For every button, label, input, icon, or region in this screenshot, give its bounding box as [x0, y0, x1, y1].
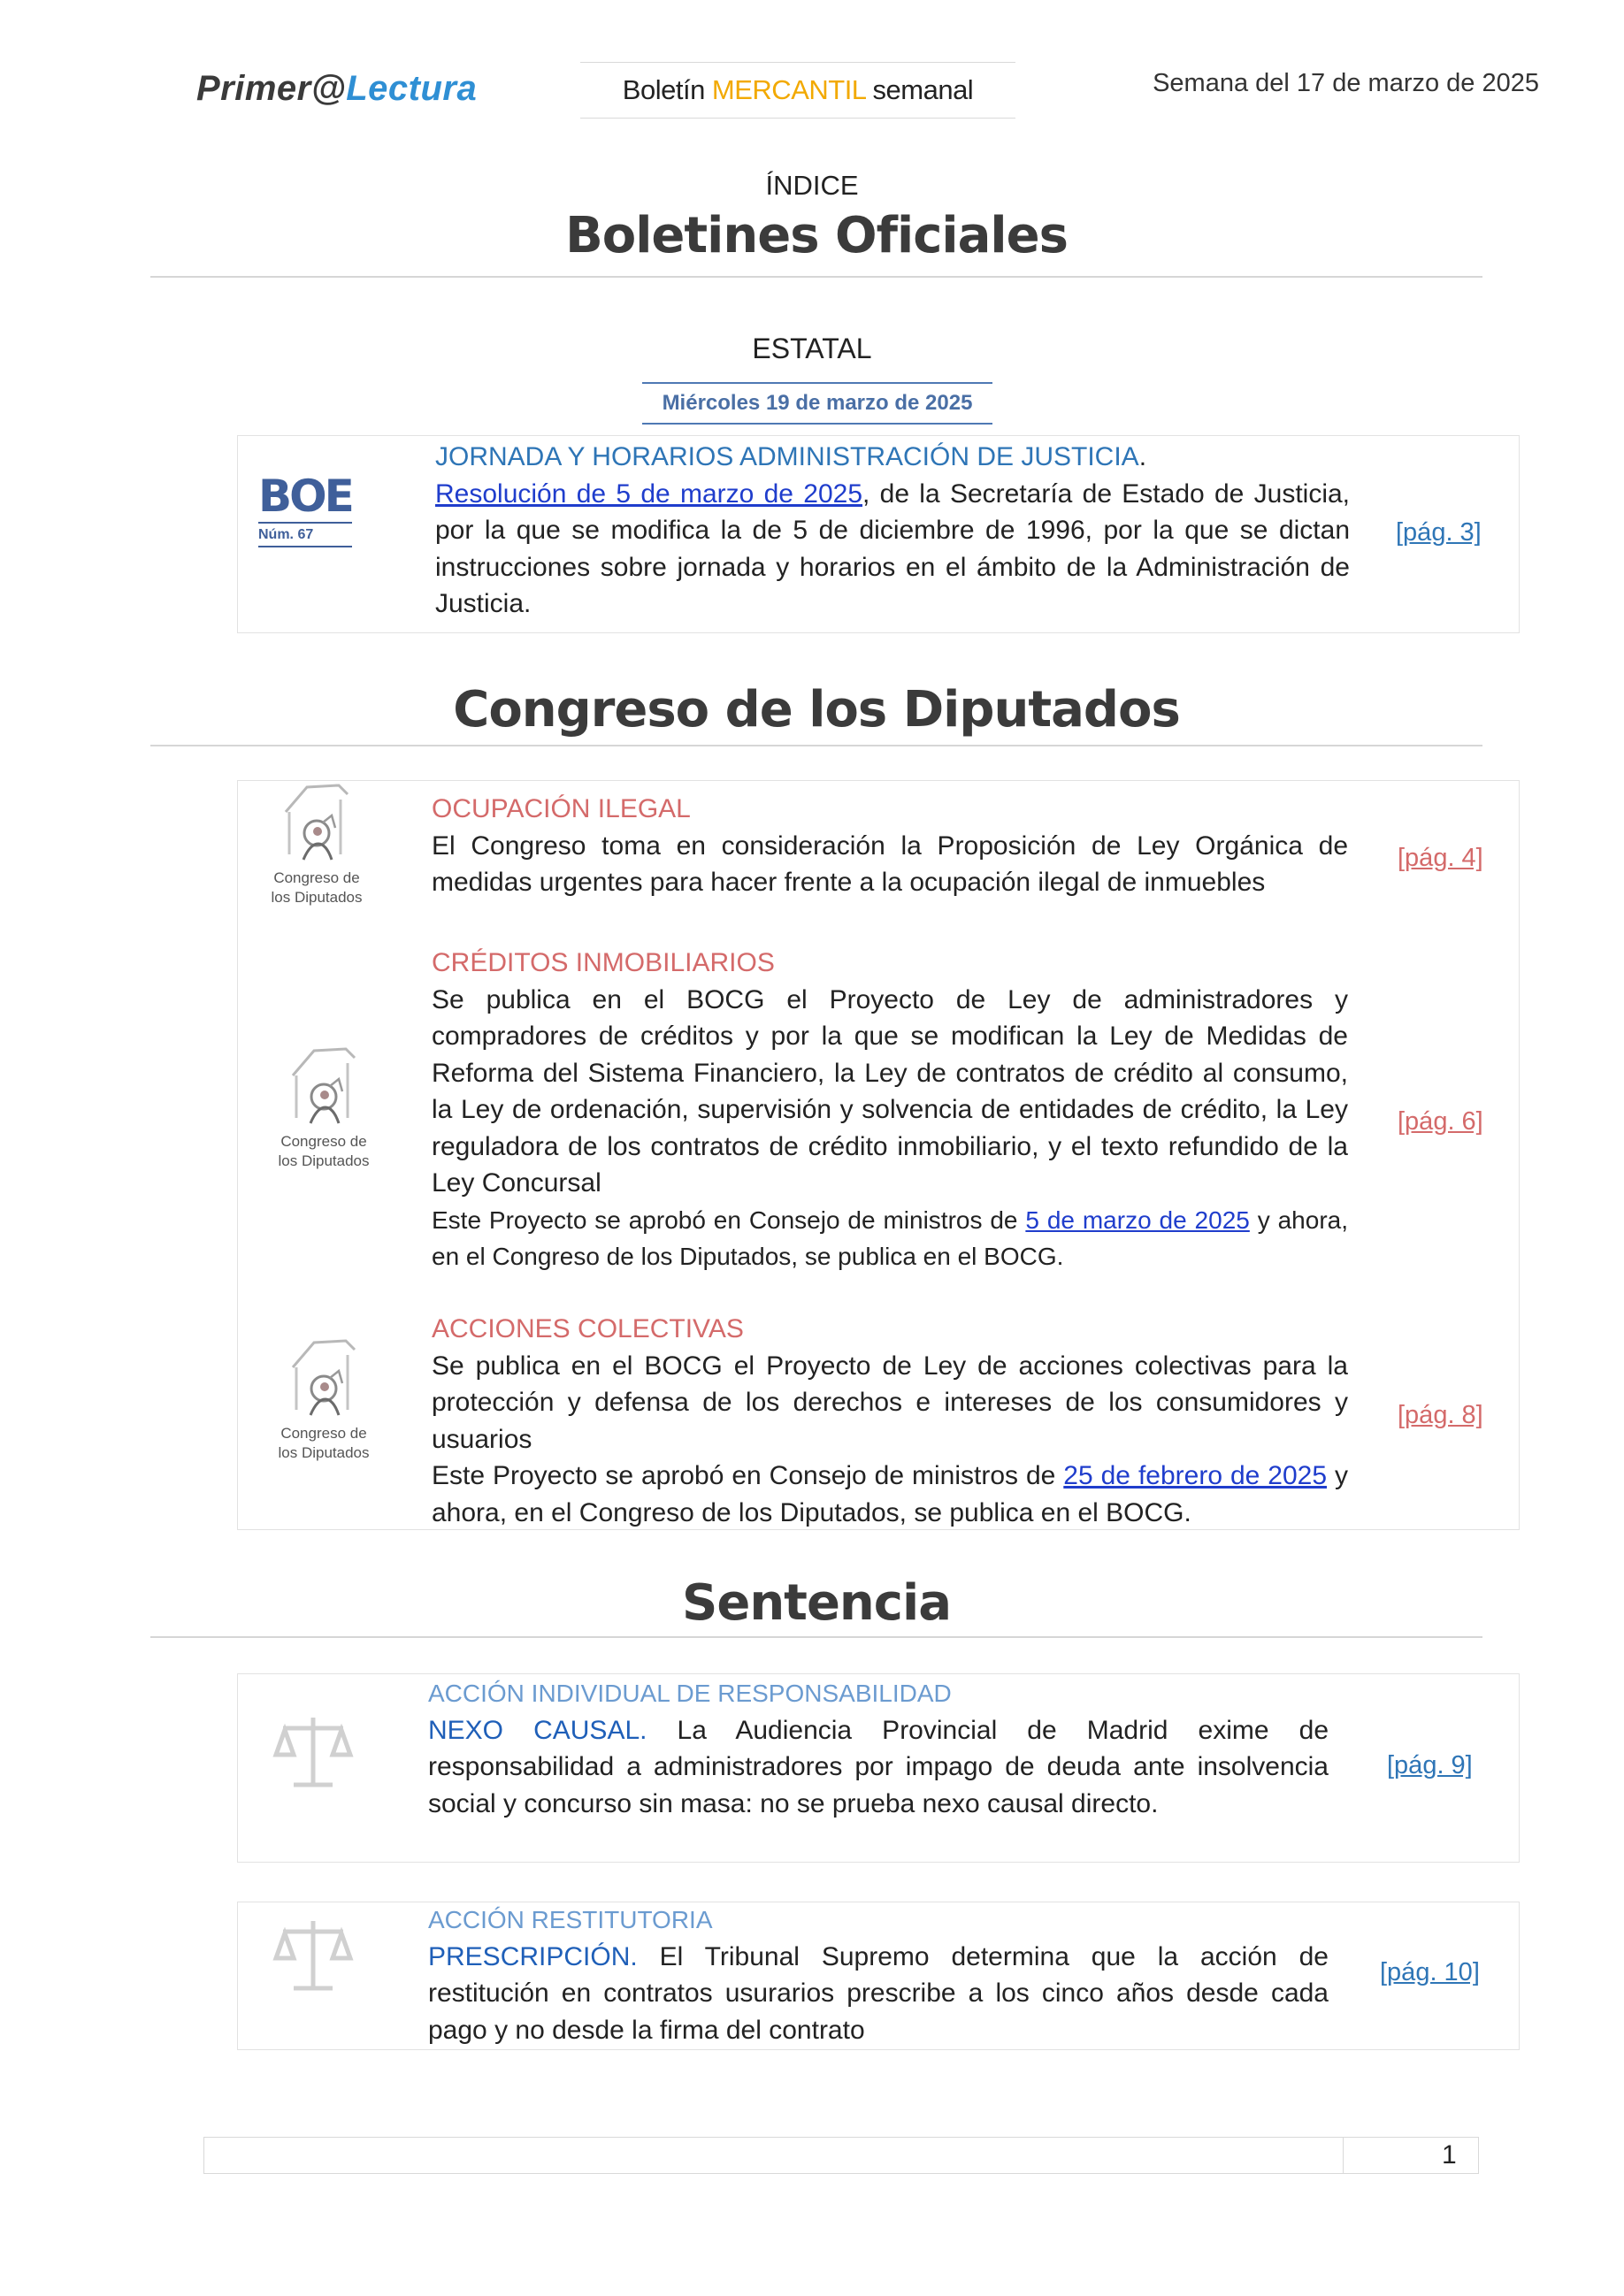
- brand-logo: [196, 69, 477, 109]
- entry-text: Se publica en el BOCG el Proyecto de Ley de acciones colectivas para la protección y defensa de los derechos e intereses de los consumidores y usuarios: [432, 1351, 1348, 1454]
- entry-text: El Tribunal Supremo determina que la acción de restitución en contratos usurarios prescribe a los cinco años desde cada pago y no desde la firma del contrato: [428, 1941, 1329, 2045]
- congreso-logo-caption-1: Congreso de: [273, 869, 360, 886]
- congreso-emblem-icon: [284, 1332, 364, 1424]
- scales-of-justice-icon: [272, 1916, 354, 1995]
- footer-box: [203, 2137, 1479, 2174]
- page-ref-link[interactable]: [pág. 3]: [1396, 518, 1482, 547]
- page-ref-link[interactable]: [pág. 10]: [1380, 1958, 1480, 1986]
- entry-text: El Congreso toma en consideración la Proposición de Ley Orgánica de medidas urgentes para hacer frente a la ocupación ilegal de inmuebles: [432, 830, 1348, 897]
- congreso-logo: [271, 1040, 377, 1171]
- congreso-logo-caption-2: los Diputados: [271, 889, 363, 906]
- boe-resolution-link[interactable]: Resolución de 5 de marzo de 2025: [435, 478, 863, 509]
- entry-title: OCUPACIÓN ILEGAL: [432, 794, 691, 823]
- bulletin-accent: MERCANTIL: [711, 74, 866, 105]
- entry-title: CRÉDITOS INMOBILIARIOS: [432, 948, 775, 977]
- entry-keyword: PRESCRIPCIÓN.: [428, 1941, 638, 1971]
- index-label: ÍNDICE: [765, 170, 859, 201]
- entry-note-pre: Este Proyecto se aprobó en Consejo de ministros de: [432, 1205, 1026, 1234]
- entry-category: ACCIÓN INDIVIDUAL DE RESPONSABILIDAD: [428, 1680, 952, 1707]
- boe-title-suffix: .: [1138, 442, 1147, 471]
- congreso-logo-caption-2: los Diputados: [278, 1152, 370, 1169]
- week-label: Semana del 17 de marzo de 2025: [1153, 69, 1539, 97]
- section-title-sentencia: Sentencia: [682, 1574, 951, 1632]
- council-date-link[interactable]: 25 de febrero de 2025: [1063, 1461, 1328, 1490]
- congreso-entry-ocupacion: [432, 791, 1348, 901]
- entry-text: La Audiencia Provincial de Madrid exime de responsabilidad a administradores por impago de deuda ante insolvencia social y concurso sin masa: no se prueba nexo causal directo.: [428, 1715, 1329, 1818]
- bulletin-pre: Boletín: [622, 74, 712, 105]
- section-divider: [150, 276, 1482, 278]
- entry-note-post: y ahora, en el Congreso de los Diputados, se publica en el BOCG.: [432, 1205, 1348, 1270]
- congreso-emblem-icon: [277, 777, 356, 869]
- footer-separator: [1343, 2137, 1344, 2174]
- entry-note: [432, 1206, 1348, 1271]
- page-ref-link[interactable]: [pág. 4]: [1398, 844, 1483, 872]
- section-divider: [150, 1636, 1482, 1638]
- boe-logo-letters: BOE: [258, 471, 352, 522]
- boe-logo-line: [258, 546, 352, 547]
- page-ref-link[interactable]: [pág. 9]: [1387, 1751, 1473, 1779]
- page-ref-link[interactable]: [pág. 6]: [1398, 1107, 1483, 1136]
- entry-note: [432, 1461, 1348, 1527]
- congreso-logo-caption-2: los Diputados: [278, 1444, 370, 1461]
- boe-logo-number: Núm. 67: [258, 527, 314, 542]
- entry-text: Se publica en el BOCG el Proyecto de Ley de administradores y compradores de créditos y por la que se modifican la Ley de Medidas de Reforma del Sistema Financiero, la Ley de contratos de crédito al consumo, la Ley de ordenación, supervisión y solvencia de entidades de crédito, la Ley reguladora de los contratos de crédito inmobiliario, y el texto refundido de la Ley Concursal: [432, 984, 1348, 1198]
- entry-note-post: y ahora, en el Congreso de los Diputados, se publica en el BOCG.: [432, 1461, 1348, 1527]
- congreso-logo: [271, 1332, 377, 1463]
- council-date-link[interactable]: 5 de marzo de 2025: [1025, 1205, 1250, 1234]
- congreso-logo: [264, 777, 370, 907]
- section-title-congreso: Congreso de los Diputados: [453, 681, 1180, 739]
- date-label: Miércoles 19 de marzo de 2025: [642, 382, 992, 425]
- congreso-emblem-icon: [284, 1040, 364, 1132]
- boe-entry: [435, 439, 1350, 623]
- boe-logo-line: [258, 522, 352, 524]
- sentencia-entry-restitutoria: [428, 1902, 1329, 2048]
- page-ref-link[interactable]: [pág. 8]: [1398, 1401, 1483, 1429]
- entry-title: ACCIONES COLECTIVAS: [432, 1314, 744, 1343]
- entry-category: ACCIÓN RESTITUTORIA: [428, 1906, 713, 1933]
- sentencia-entry-responsabilidad: [428, 1675, 1329, 1822]
- boe-logo: [258, 471, 354, 554]
- congreso-entry-acciones: [432, 1311, 1348, 1531]
- congreso-entry-creditos: [432, 945, 1348, 1275]
- boe-entry-text: , de la Secretaría de Estado de Justicia, por la que se modifica la de 5 de diciembre de 1996, por la que se dictan instrucciones sobre jornada y horarios en el ámbito de la Administración de Justicia.: [435, 478, 1350, 618]
- brand-part1: Primer@: [196, 69, 347, 108]
- entry-keyword: NEXO CAUSAL.: [428, 1715, 647, 1745]
- brand-part2: Lectura: [346, 69, 478, 108]
- congreso-logo-caption-1: Congreso de: [280, 1425, 367, 1442]
- scales-of-justice-icon: [272, 1712, 354, 1792]
- congreso-logo-caption-1: Congreso de: [280, 1133, 367, 1150]
- section-divider: [150, 745, 1482, 746]
- scope-label: ESTATAL: [752, 333, 872, 364]
- entry-note-pre: Este Proyecto se aprobó en Consejo de ministros de: [432, 1461, 1064, 1490]
- page-number: 1: [1442, 2140, 1457, 2170]
- bulletin-title: [580, 62, 1015, 119]
- bulletin-post: semanal: [865, 74, 974, 105]
- section-title-boletines: Boletines Oficiales: [565, 207, 1068, 264]
- boe-entry-title: JORNADA Y HORARIOS ADMINISTRACIÓN DE JUSTICIA: [435, 442, 1139, 471]
